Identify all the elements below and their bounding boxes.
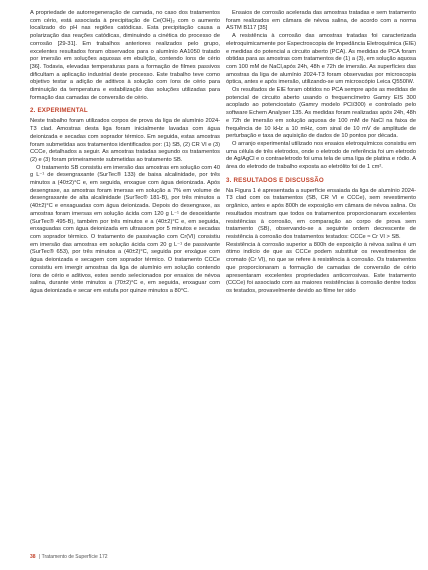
results-paragraph-1: Na Figura 1 é apresentada a superfície ensaiada da liga de alumínio 2024-T3 clad com os tratamentos (SB, CR VI e CCCe), sem revestimento orgânico, antes e após 800h de exposição em câmara de névoa salina. Os resultados mostram que todos os tratamentos proporcionaram excelentes resistências à corrosão, em comparação ao corpo de prova sem tratamento (SB), observando-se a seguinte ordem decrescente de resistência à corrosão dos tratamentos testados: CCCe ≈ Cr VI > SB.	[226, 187, 416, 240]
right-column	[226, 10, 416, 296]
intro-paragraph: A propriedade de autorregeneração de camada, no caso dos tratamentos com cério, está associada à precipitação de Ce(OH)₃ com o aumento localizado do pH nas regiões catódicas. Esta precipitação causa a polarização das reações catódicas, diminuindo a cinética do processo de corrosão [29-31]. Em trabalhos anteriores realizados pelo grupo, excelentes resultados foram observados para o alumínio AA1050 tratado por imersão em soluções aquosas em ebulição, contendo íons de cério [36]. Todavia, elevadas temperaturas para a formação de filmes passivos dificultam a aplicação industrial deste processo. Este trabalho teve como objetivo testar a adição de aditivos à solução com íons de cério para diminuição da temperatura e estabilização das soluções utilizadas para formação das camadas de conversão de cério.	[30, 10, 220, 101]
footer-separator: |	[38, 554, 41, 560]
eis-paragraph: A resistência à corrosão das amostras tratadas foi caracterizada eletroquimicamente por Espectroscopia de Impedância Eletroquímica (EIE) e medidas do potencial a circuito aberto (PCA). As medidas de PCA foram obtidas para as amostras com tratamentos de (1) a (3), em solução aquosa com 100 mM de NaCl,após 24h, 48h e 72h de imersão. As superfícies das amostras da liga de alumínio 2024-T3 foram observadas por microscopia óptica, antes e após imersão, utilizando-se um microscópio Leica Q550IW.	[226, 33, 416, 86]
cell-setup-paragraph: O arranjo experimental utilizado nos ensaios eletroquímicos consistiu em uma célula de três eletrodos, onde o eletrodo de referência foi um eletrodo de Ag/AgCl e o contraeletrodo foi uma tela de uma liga de platina e ródio. A área do eletrodo de trabalho exposta ao eletrólito foi de 1 cm².	[226, 140, 416, 171]
journal-name: Tratamento de Superfície 172	[41, 554, 108, 560]
eis-results-paragraph: Os resultados de EIE foram obtidos no PCA sempre após as medidas de potencial de circuito aberto usando o frequencímetro Gamry EIS 300 acoplado ao potenciostato (Gamry modelo PCI/300) e controlado pelo software Echem Analyser 135. As medidas foram realizadas após 24h, 48h e 72h de imersão em solução aquosa de 100 mM de NaCl na faixa de frequência de 10 kHz a 10 mHz, com sinal de 10 mV de amplitude de perturbação e taxa de aquisição de dados de 10 pontos por década.	[226, 87, 416, 140]
results-paragraph-2: Resistência à corrosão superior a 800h de exposição à névoa salina é um ótimo indício de que as CCCe podem substituir os revestimentos de cromato (Cr VI), no que se refere à resistência à corrosão. Os tratamentos que proporcionaram a formação de camadas de conversão de cério apresentaram excelentes propriedades anticorrosivas. Este tratamento (CCCe) foi associado com as maiores resistências à corrosão dentre todos os testados, provavelmente devido ao filme ter sido	[226, 241, 416, 294]
section-heading-experimental: 2. EXPERIMENTAL	[30, 107, 88, 115]
left-column	[30, 10, 220, 296]
salt-spray-paragraph: Ensaios de corrosão acelerada das amostras tratadas e sem tratamento foram realizados em câmara de névoa salina, de acordo com a norma ASTM B117 [35]	[226, 10, 416, 32]
page-number: 38	[30, 554, 36, 560]
experimental-paragraph-1: Neste trabalho foram utilizados corpos de prova da liga de alumínio 2024-T3 clad. Amostras desta liga foram inicialmente lavadas com água deionizada e secadas com soprador térmico. Em seguida, estas amostras foram submetidas aos tratamentos identificados por: (1) SB, (2) CR VI e (3) CCCe, detalhados a seguir. As amostras tratadas segundo os tratamentos (2) e (3) foram primeiramente submetidas ao tratamento SB.	[30, 118, 220, 163]
section-heading-results: 3. RESULTADOS E DISCUSSÃO	[226, 176, 324, 184]
experimental-paragraph-2: O tratamento SB consistiu em imersão das amostras em solução com 40 g L⁻¹ de desengraxante (SurTec® 133) de baixa alcalinidade, por três minutos a (40±2)°C e, em seguida, enxague com água deionizada. Após desengraxe, as amostras foram imersas em solução a 7% em volume de desengraxante de alta alcalinidade (SurTec® 181-B), por três minutos a (40±2)°C e enxaguadas com água deionizada. Depois do desengraxe, as amostras foram imersas em solução ácida com 120 g L⁻¹ de desoxidante (SurTec® 495-B), também por três minutos e a (40±2)°C e, em seguida, enxaguadas com água deionizada em ultrassom por 5 minutos e secadas com soprador térmico. O tratamento de passivação com Cr(VI) consistiu em imersão das amostras em solução ácida com 20 g L⁻¹ de passivante (SurTec® 653), por três minutos a (40±2)°C, seguida por enxágue com água deionizada e secagem com soprador térmico. O tratamento CCCe consistiu em imergir amostras da liga de alumínio em solução contendo íons de cério e aditivos, estes sendo selecionados por ensaios de névoa salina, durante vinte minutos a (70±2)°C e, em seguida, enxaguar com água deionizada e secar em estufa por quinze minutos a 80°C.	[30, 164, 220, 294]
page-footer	[30, 554, 108, 560]
